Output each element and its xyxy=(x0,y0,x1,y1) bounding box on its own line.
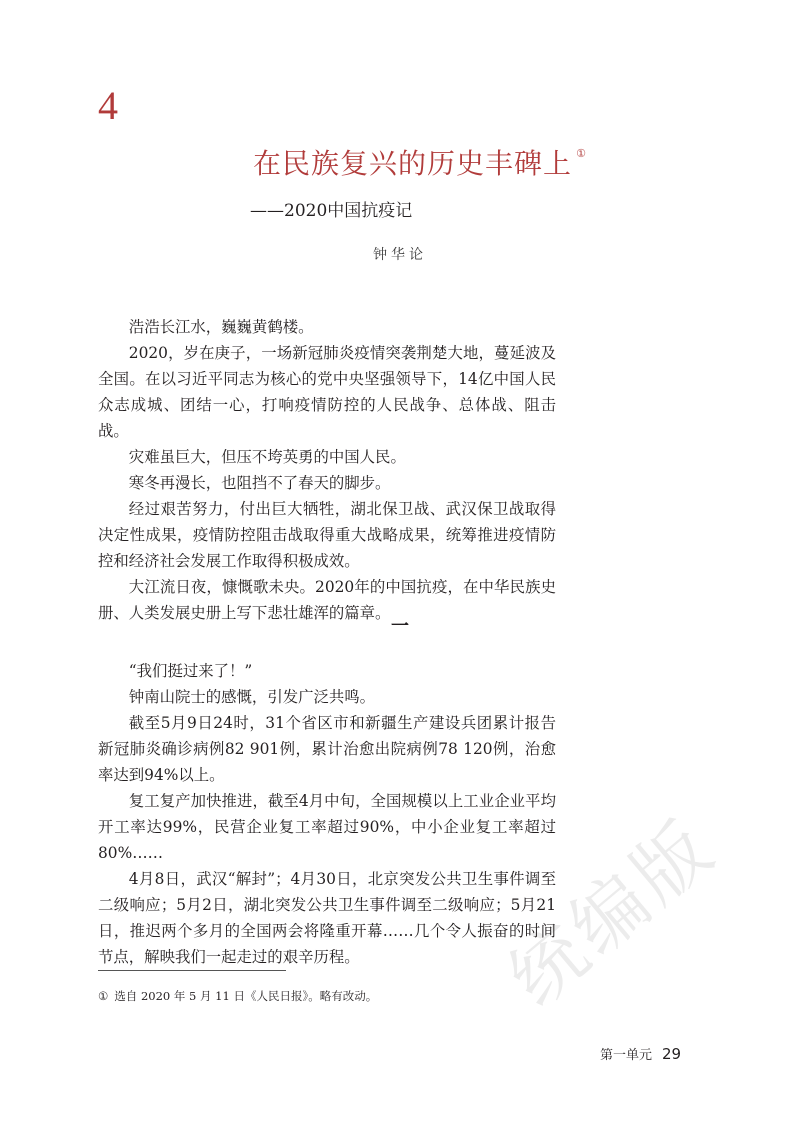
page-footer xyxy=(600,1044,681,1063)
paragraph: 复工复产加快推进，截至4月中旬，全国规模以上工业企业平均开工率达99%，民营企业复工率超过90%，中小企业复工率超过80%…… xyxy=(98,792,556,862)
title-block xyxy=(0,142,800,182)
article-subtitle: ——2020中国抗疫记 xyxy=(250,201,413,221)
watermark: 统编版 xyxy=(493,802,733,1023)
page-number: 29 xyxy=(662,1045,682,1063)
section-2-body xyxy=(98,658,556,970)
footnote-marker: ① xyxy=(98,989,109,1003)
footnote-divider xyxy=(98,970,286,971)
section-marker: 一 xyxy=(391,616,409,637)
paragraph: 大江流日夜，慷慨歌未央。2020年的中国抗疫，在中华民族史册、人类发展史册上写下悲壮雄浑的篇章。 xyxy=(98,578,556,622)
paragraph: 灾难虽巨大，但压不垮英勇的中国人民。 xyxy=(128,448,406,466)
footnote xyxy=(98,988,377,1004)
article-author: 钟华论 xyxy=(373,247,427,263)
title-footnote-marker[interactable]: ① xyxy=(576,147,587,160)
paragraph: 2020，岁在庚子，一场新冠肺炎疫情突袭荆楚大地，蔓延波及全国。在以习近平同志为核心的党中央坚强领导下，14亿中国人民众志成城、团结一心，打响疫情防控的人民战争、总体战、阻击战。 xyxy=(98,344,556,440)
unit-label: 第一单元 xyxy=(600,1048,653,1063)
paragraph: 截至5月9日24时，31个省区市和新疆生产建设兵团累计报告新冠肺炎确诊病例82 901例，累计治愈出院病例78 120例，治愈率达到94%以上。 xyxy=(98,714,556,784)
article-title xyxy=(253,142,587,182)
footnote-text: 选自 2020 年 5 月 11 日《人民日报》。略有改动。 xyxy=(114,989,378,1003)
article-title-text: 在民族复兴的历史丰碑上 xyxy=(253,147,573,180)
paragraph: 4月8日，武汉“解封”；4月30日，北京突发公共卫生事件调至二级响应；5月2日，湖北突发公共卫生事件调至二级响应；5月21日，推迟两个多月的全国两会将隆重开幕……几个令人振奋的时间节点，解映我们一起走过的艰辛历程。 xyxy=(98,870,556,966)
section-1-body xyxy=(98,314,556,626)
paragraph: 经过艰苦努力，付出巨大牺牲，湖北保卫战、武汉保卫战取得决定性成果，疫情防控阻击战取得重大战略成果，统筹推进疫情防控和经济社会发展工作取得积极成效。 xyxy=(98,500,556,570)
paragraph: 浩浩长江水，巍巍黄鹤楼。 xyxy=(128,318,314,336)
paragraph: 钟南山院士的感慨，引发广泛共鸣。 xyxy=(128,688,376,706)
paragraph: 寒冬再漫长，也阻挡不了春天的脚步。 xyxy=(128,474,391,492)
lesson-number: 4 xyxy=(98,83,118,128)
paragraph: “我们挺过来了！” xyxy=(128,662,253,680)
